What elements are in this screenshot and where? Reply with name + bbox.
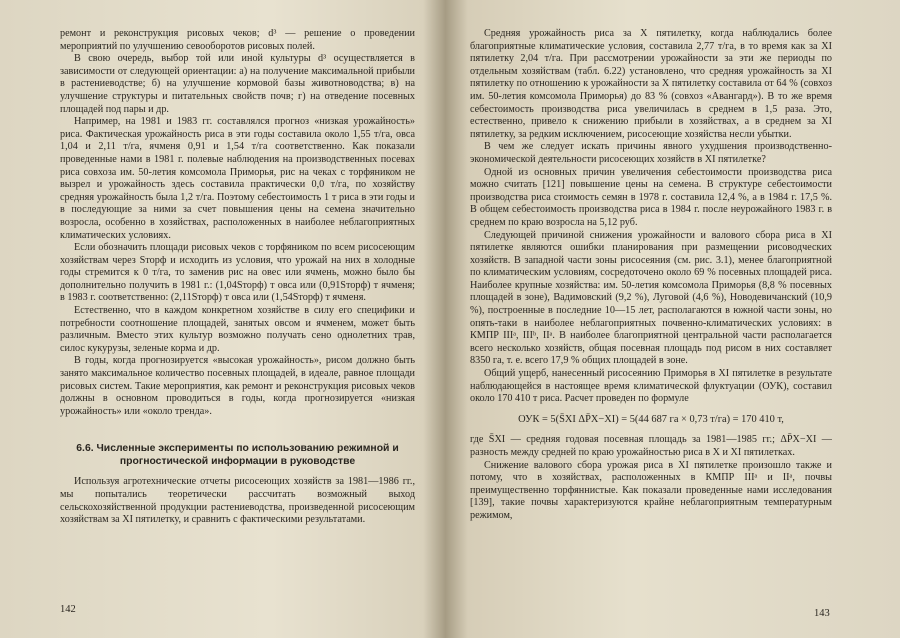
left-page	[0, 0, 440, 638]
left-page-text	[60, 28, 415, 527]
paragraph: Используя агротехнические отчеты рисосеющих хозяйств за 1981—1986 гг., мы попытались теоретически рассчитать возможный выход сельскохозяйственной продукции растениеводства, произведенной рисосеющим хозяйствам за XI пятилетку, и сравнить с фактическими результатами.	[60, 476, 415, 526]
paragraph: В чем же следует искать причины явного ухудшения производственно-экономической деятельности рисосеющих хозяйств в XI пятилетке?	[470, 141, 832, 165]
paragraph: ремонт и реконструкция рисовых чеков; d³ — решение о проведении мероприятий по улучшению севооборотов рисовых полей.	[60, 28, 415, 52]
paragraph: Одной из основных причин увеличения себестоимости производства риса можно считать [121] повышение цены на семена. В структуре себестоимости производства риса стоимость семян в 1978 г. составила 12,4 %, а в 1984 г. 17,5 %. В общем себестоимость производства риса в 1984 г. после неурожайного 1983 г. в среднем по краю возросла на 5,12 руб.	[470, 166, 832, 228]
paragraph: Общий ущерб, нанесенный рисосеянию Приморья в XI пятилетке в результате наблюдающейся в настоящее время климатической флуктуации (ОУК), составил около 170 410 т риса. Расчет проведен по формуле	[470, 368, 832, 405]
page-number: 143	[814, 608, 830, 619]
paragraph: В свою очередь, выбор той или иной культуры d³ осуществляется в зависимости от следующей ориентации: а) на получение максимальной прибыли в растениеводстве; б) на улучшение кормовой базы животноводства; в) на улучшение структуры и питательных свойств почв; г) на отведение посевных площадей под пары и др.	[60, 53, 415, 115]
formula: ОУК = 5(S̄XI ΔP̄X−XI) = 5(44 687 га × 0,73 т/га) = 170 410 т,	[518, 413, 784, 425]
paragraph: Снижение валового сбора урожая риса в XI пятилетке произошло также и потому, что в хозяйствах, расположенных в КМПР IIIᵃ и IIᵃ, почвы преимущественно торфяннистые. Как показали проведенные нами исследования [139], такие почвы характеризуются крайне неблагоприятным температурным режимом,	[470, 459, 832, 521]
paragraph: В годы, когда прогнозируется «высокая урожайность», рисом должно быть занято максимальное количество посевных площадей, в идеале, равное площади рисовых систем. Такие мероприятия, как ремонт и реконструкция рисовых чеков должны в основном проводиться в годы, когда прогнозируется «низкая урожайность» или «около тренда».	[60, 355, 415, 417]
definitions: где S̄XI — средняя годовая посевная площадь за 1981—1985 гг.; ΔP̄X−XI — разность между средней по краю урожайностью риса в X и XI пятилетках.	[470, 434, 832, 458]
paragraph: Естественно, что в каждом конкретном хозяйстве в силу его специфики и потребности соотношение площадей, занятых овсом и ячменем, может быть различным. Вместо этих культур возможно получать сено однолетних трав, силос кукурузы, зеленые корма и др.	[60, 305, 415, 354]
section-heading: 6.6. Численные эксперименты по использованию режимной и прогностической информации в руководстве	[76, 443, 399, 468]
paragraph: Например, на 1981 и 1983 гг. составлялся прогноз «низкая урожайность» риса. Фактическая урожайность риса в эти годы составила около 1,55 т/га, овса 1,04 и 2,11 т/га, ячменя 0,91 и 1,54 т/га соответственно. Как показали проведенные нами в 1981 г. полевые наблюдения на производственных посевах риса совхоза им. 50-летия комсомола Приморья, рис на чеках с торфяником не вызрел и урожайность здесь составила практически 0,0 т/га, по хозяйству средняя урожайность была 1,2 т/га. Поэтому себестоимость 1 т риса в эти годы и в последующие за ними за счет повышения цены на семена значительно возросла, особенно в хозяйствах, расположенных в наиболее неблагоприятных климатических условиях.	[60, 116, 415, 241]
paragraph: Следующей причиной снижения урожайности и валового сбора риса в XI пятилетке являются ошибки планирования при размещении рисоводческих хозяйств. В западной части зоны рисосеяния (см. рис. 3.1), менее благоприятной по климатическим условиям, сосредоточено около 69 % посевных площадей риса. Наиболее крупные хозяйства: им. 50-летия комсомола Приморья (8,8 % посевных площадей в зоне), Вадимовский (9,2 %), Луговой (4,6 %), Новодевичанский (10,9 %), построенные в последние 10—15 лет, располагаются в южной части зоны, но опять-таки в наиболее неблагоприятных почвенно-климатических условиях: в КМПР IIIᵃ, IIIᵇ, IIᵃ. В наиболее благоприятной центральной части располагается всего несколько хозяйств, общая посевная площадь под рисом в них составляет 8350 га, т. е. всего 17,9 % общих площадей в зоне.	[470, 229, 832, 367]
right-page	[452, 0, 900, 638]
right-page-text	[470, 28, 832, 523]
paragraph: Средняя урожайность риса за X пятилетку, когда наблюдались более благоприятные климатические условия, составила 2,77 т/га, в то время как за XI пятилетку 2,04 т/га. При рассмотрении урожайности за эти же периоды по отдельным хозяйствам (табл. 6.22) установлено, что средняя урожайность за XI пятилетку по отношению к урожайности за X пятилетку составила от 64 % (совхоз им. 50-летия комсомола Приморья) до 83 % (совхоз «Авангард»). В то же время себестоимость производства риса увеличилась в среднем в 1,5 раза. Это, естественно, привело к снижению прибыли в хозяйствах, а в среднем за XI пятилетку, за редким исключением, рисосеющие хозяйства несли убытки.	[470, 28, 832, 140]
page-number: 142	[60, 604, 76, 615]
paragraph: Если обозначить площади рисовых чеков с торфяником по всем рисосеющим хозяйствам через Sторф и исходить из условия, что урожай на них в холодные годы стремится к 0 т/га, то заменив рис на овес или ячмень, можно было бы дополнительно получить в 1981 г.: (1,04Sторф) т овса или (0,91Sторф) т ячменя; в 1983 г. соответственно: (2,11Sторф) т овса или (1,54Sторф) т ячменя.	[60, 242, 415, 304]
